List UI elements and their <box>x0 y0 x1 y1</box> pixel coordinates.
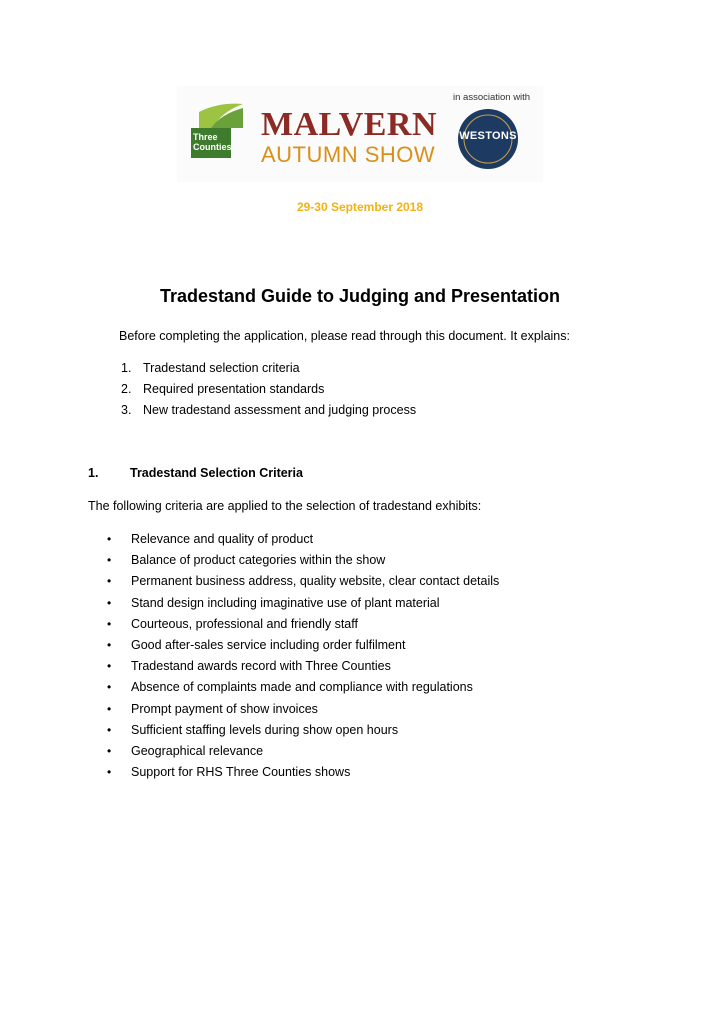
bullet-icon: • <box>107 532 112 546</box>
association-text: in association with <box>453 92 531 103</box>
event-date: 29-30 September 2018 <box>296 200 424 214</box>
show-name <box>261 108 437 168</box>
criteria-list <box>107 532 499 786</box>
bullet-icon: • <box>107 616 112 631</box>
list-item: • Absence of complaints made and compliance with regulations <box>107 680 473 695</box>
three-counties-label: Three Counties <box>193 132 232 152</box>
list-item: • Balance of product categories within the show <box>107 553 386 568</box>
show-name-line1: MALVERN <box>261 106 438 143</box>
bullet-icon: • <box>107 680 112 695</box>
page-title: Tradestand Guide to Judging and Presentation <box>159 286 561 306</box>
list-item: • Sufficient staffing levels during show open hours <box>107 722 399 737</box>
bullet-icon: • <box>107 659 112 674</box>
show-name-line2: AUTUMN SHOW <box>261 142 436 167</box>
list-item: • Geographical relevance <box>107 743 264 758</box>
header-banner <box>177 86 543 182</box>
bullet-icon: • <box>107 701 112 716</box>
bullet-icon: • <box>107 637 112 652</box>
list-item: • Tradestand awards record with Three Counties <box>107 659 391 674</box>
list-item: • Support for RHS Three Counties shows <box>107 765 351 780</box>
lead-text: The following criteria are applied to the selection of tradestand exhibits: <box>88 499 482 513</box>
bullet-icon: • <box>107 595 112 610</box>
list-item: • Prompt payment of show invoices <box>107 701 318 716</box>
list-item: • Stand design including imaginative use of plant material <box>107 595 440 610</box>
list-item: • Permanent business address, quality website, clear contact details <box>107 574 500 589</box>
numbered-list <box>121 361 416 424</box>
bullet-icon: • <box>107 574 112 589</box>
list-item: • Relevance and quality of product <box>107 532 314 546</box>
bullet-icon: • <box>107 553 112 568</box>
bullet-icon: • <box>107 743 112 758</box>
sponsor-name: WESTONS <box>459 130 517 142</box>
bullet-icon: • <box>107 722 112 737</box>
list-item: 3. New tradestand assessment and judging process <box>121 403 417 417</box>
list-item: • Courteous, professional and friendly staff <box>107 616 358 631</box>
section-heading: 1. Tradestand Selection Criteria <box>88 466 303 480</box>
bullet-icon: • <box>107 765 112 780</box>
list-item: • Good after-sales service including order fulfilment <box>107 637 406 652</box>
list-item: 1. Tradestand selection criteria <box>121 361 300 375</box>
intro-text: Before completing the application, please read through this document. It explains: <box>119 329 570 343</box>
list-item: 2. Required presentation standards <box>121 382 325 396</box>
